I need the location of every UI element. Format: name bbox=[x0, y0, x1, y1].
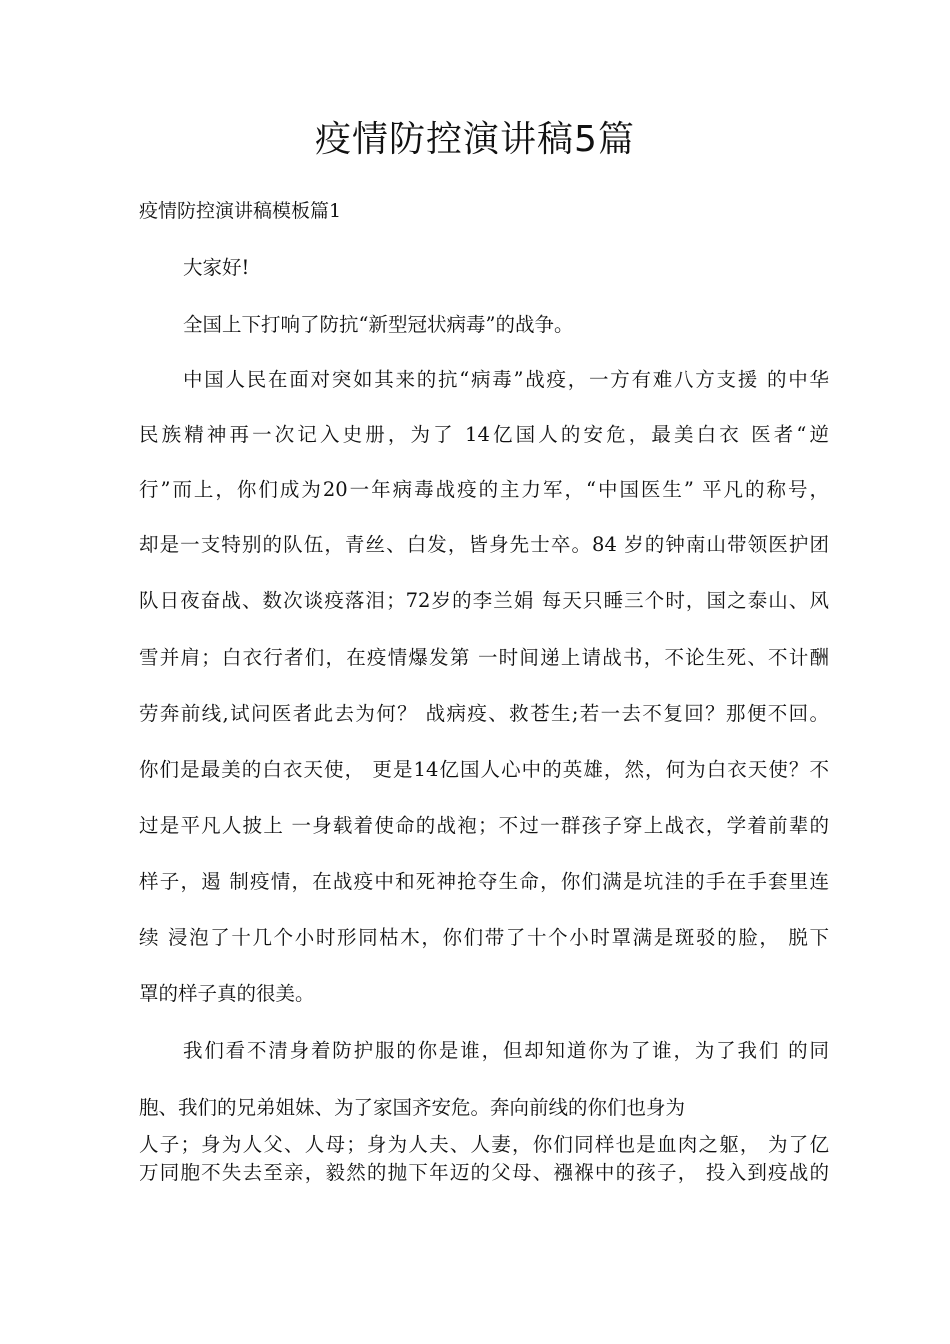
paragraph-line: 却是一支特别的队伍，青丝、白发，皆身先士卒。84 岁的钟南山带领医护团 bbox=[139, 533, 829, 556]
paragraph-line: 你们是最美的白衣天使， 更是14亿国人心中的英雄，然，何为白衣天使？不 bbox=[139, 758, 829, 781]
paragraph-line: 人子；身为人父、人母；身为人夫、人妻，你们同样也是血肉之躯， 为了亿 bbox=[139, 1133, 829, 1156]
paragraph-line: 过是平凡人披上 一身载着使命的战袍；不过一群孩子穿上战衣，学着前辈的 bbox=[139, 814, 829, 837]
paragraph-line: 样子，遏 制疫情，在战疫中和死神抢夺生命，你们满是坑洼的手在手套里连 bbox=[139, 870, 829, 893]
paragraph-line: 民族精神再一次记入史册，为了 14亿国人的安危，最美白衣 医者“逆 bbox=[139, 423, 829, 446]
document-title: 疫情防控演讲稿5篇 bbox=[315, 119, 635, 160]
section-heading: 疫情防控演讲稿模板篇1 bbox=[139, 200, 342, 222]
paragraph-line: 胞、我们的兄弟姐妹、为了家国齐安危。奔向前线的你们也身为 bbox=[139, 1096, 686, 1119]
paragraph-line: 续 浸泡了十几个小时形同枯木，你们带了十个小时罩满是斑驳的脸， 脱下 bbox=[139, 926, 829, 949]
paragraph-line: 大家好! bbox=[183, 256, 250, 279]
paragraph-line: 雪并肩；白衣行者们，在疫情爆发第 一时间递上请战书，不论生死、不计酬 bbox=[139, 646, 829, 669]
paragraph-line: 队日夜奋战、数次谈疫落泪；72岁的李兰娟 每天只睡三个时，国之泰山、风 bbox=[139, 589, 829, 612]
paragraph-line: 我们看不清身着防护服的你是谁，但却知道你为了谁，为了我们 的同 bbox=[183, 1039, 829, 1062]
paragraph-line: 行”而上，你们成为20一年病毒战疫的主力军，“中国医生” 平凡的称号， bbox=[139, 478, 829, 501]
paragraph-line: 罩的样子真的很美。 bbox=[139, 982, 315, 1005]
paragraph-line: 全国上下打响了防抗“新型冠状病毒”的战争。 bbox=[183, 313, 574, 336]
paragraph-line: 万同胞不失去至亲，毅然的抛下年迈的父母、襁褓中的孩子， 投入到疫战的 bbox=[139, 1161, 829, 1184]
paragraph-line: 中国人民在面对突如其来的抗“病毒”战疫，一方有难八方支援 的中华 bbox=[183, 368, 829, 391]
paragraph-line: 劳奔前线,试问医者此去为何？ 战病疫、救苍生;若一去不复回？那便不回。 bbox=[139, 702, 829, 725]
